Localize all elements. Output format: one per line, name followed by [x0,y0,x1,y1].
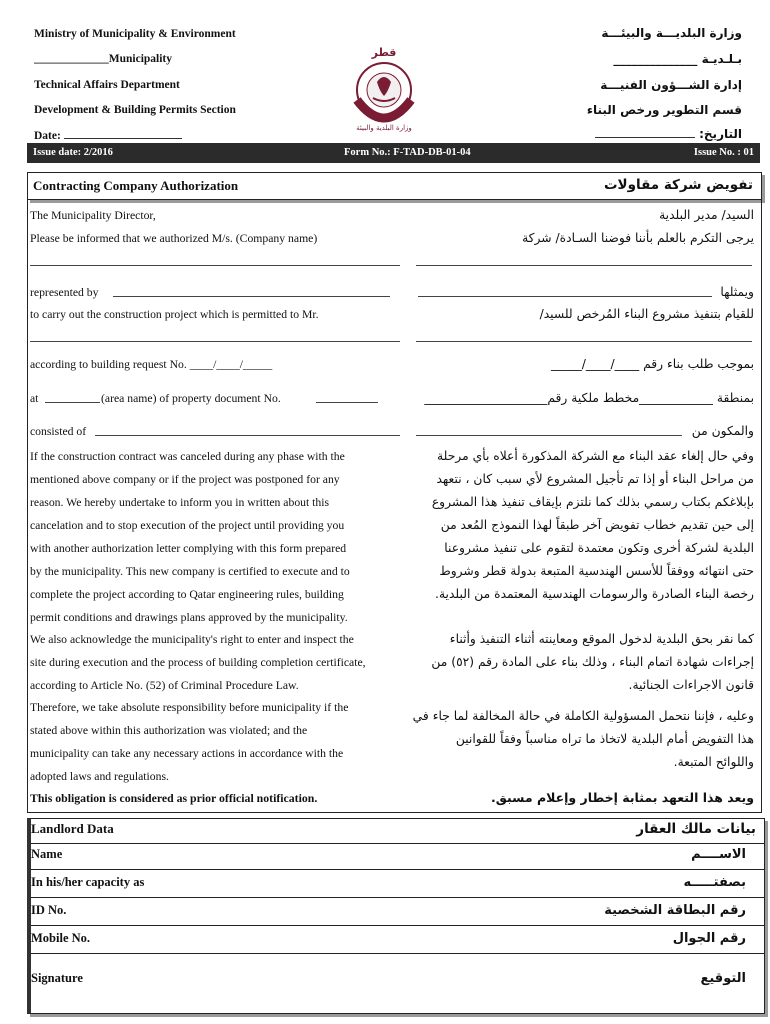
landlord-name-label-en: Name [31,847,63,861]
landlord-mobile-label-en: Mobile No. [31,931,91,945]
paragraph-1-en [30,445,402,629]
building-request-field-en[interactable]: ____/____/_____ [189,358,273,371]
form-number: Form No.: F-TAD-DB-01-04 [344,147,471,158]
landlord-capacity-label-ar: بصفتـــــه [683,875,746,890]
landlord-capacity-label-en: In his/her capacity as [31,875,145,889]
para2-ar-line: قانون الاجراءات الجنائية. [628,678,754,692]
body-ar-column [409,204,754,250]
represented-field-en[interactable] [113,296,390,297]
paragraph-3-en [30,696,402,788]
para1-line: with another authorization letter complying with this form prepared [30,542,347,555]
addressee-ar: السيد/ مدير البلدية [659,208,754,222]
company-line-en: Please be informed that we authorized M/s. (Company name) [30,232,318,245]
form-title-en: Contracting Company Authorization [33,178,239,193]
area-line-ar: بمنطقة ____________مخطط ملكية رقم____________________ [424,391,754,405]
section-ar: قسم التطوير ورخص البناء [586,103,742,117]
date-label-en: Date: [34,130,61,142]
date-row-en [34,127,182,142]
landlord-title-en: Landlord Data [31,821,114,836]
carry-out-line-en: to carry out the construction project which is permitted to Mr. [30,308,319,321]
paragraph-3-ar [406,705,754,774]
para1-line: cancelation and to stop execution of the project until providing you [30,519,345,532]
municipality-en: _____________Municipality [34,53,173,65]
landlord-signature-label-en: Signature [31,971,83,985]
ministry-emblem-icon [349,38,419,138]
represented-label-ar: ويمثلها [720,285,754,299]
para2-line: We also acknowledge the municipality's right to enter and inspect the [30,633,354,646]
para1-line: If the construction contract was canceled during any phase with the [30,450,345,463]
building-request-ar: بموجب طلب بناء رقم ____/____/_____ [550,357,754,371]
paragraph-2-ar [406,628,754,697]
landlord-signature-label-ar: التوقيع [700,971,746,986]
landlord-mobile-label-ar: رقم الجوال [672,931,746,946]
para3-line: stated above within this authorization was violated; and the [30,724,308,737]
consisted-label-ar: والمكون من [691,424,754,438]
para3-ar-line: هذا التفويض أمام البلدية لاتخاذ ما تراه مناسباً وفقاً للقوانين [455,732,754,746]
landlord-data-box [27,818,765,1014]
para1-line: reason. We hereby undertake to inform you in written about this [30,496,330,509]
company-line-ar: يرجى التكرم بالعلم بأننا فوضنا السـادة/ شركة [522,231,754,245]
paragraph-1-ar [406,445,754,606]
para1-ar-line: بإبلاغكم بكتاب رسمي بذلك كما نلتزم بإيقاف تنفيذ هذا المشروع [431,495,754,509]
consisted-label-en: consisted of [30,425,87,438]
owner-name-field-en[interactable] [30,341,400,342]
property-label-en: (area name) of property document No. [101,392,281,405]
para3-line: municipality can take any necessary actions in accordance with the [30,747,344,760]
department-en: Technical Affairs Department [34,79,180,91]
para3-line: adopted laws and regulations. [30,770,169,783]
section-en: Development & Building Permits Section [34,104,236,116]
landlord-id-label-ar: رقم البطاقة الشخصية [604,903,746,918]
para1-ar-line: البلدية لشركة أخرى وتكون معتمدة لتقوم على تنفيذ مشروعنا [444,541,754,555]
emblem-text: وزارة البلدية والبيئة [356,124,412,132]
ministry-ar: وزارة البلديـــة والبيئـــة [601,26,742,40]
para1-ar-line: رخصة البناء الصادرة والرسومات الهندسية المعتمدة من البلدية. [435,587,754,601]
landlord-id-label-en: ID No. [31,903,67,917]
para1-ar-line: إلى حين تقديم خطاب تفويض آخر طبقاً لهذا النموذج المُعد من [440,518,754,532]
body-en-column [30,204,402,250]
form-title-ar: تفويض شركة مقاولات [603,177,753,193]
para1-ar-line: حتى انتهائه ووفقاً للأسس الهندسية المتبعة بدولة قطر وشروط [439,564,754,578]
para2-line: according to Article No. (52) of Criminal Procedure Law. [30,679,299,692]
date-field-en[interactable] [64,127,182,139]
consisted-field-en[interactable] [95,435,400,436]
para3-line: Therefore, we take absolute responsibility before municipality if the [30,701,349,714]
landlord-id-field[interactable] [31,925,764,926]
landlord-title-ar: بيانات مالك العقار [636,821,756,837]
owner-name-field-ar[interactable] [416,341,752,342]
issue-bar [27,143,760,163]
date-field-ar[interactable] [595,126,695,138]
area-field-en[interactable] [45,402,100,403]
municipality-ar: بـلـديـة ______________ [613,52,742,66]
para2-ar-line: إجراءات شهادة اتمام البناء ، وذلك بناء على المادة رقم (٥٢) من [431,655,754,669]
property-field-en[interactable] [316,402,378,403]
para3-ar-line: واللوائح المتبعة. [673,755,754,769]
building-request-en [30,353,272,376]
issue-number: Issue No. : 01 [693,147,754,158]
final-statement-ar: ويعد هذا التعهد بمثابة إخطار وإعلام مسبق. [491,790,754,805]
para2-line: site during execution and the process of building completion certificate, [30,656,366,669]
landlord-divider [31,843,764,844]
department-ar: إدارة الشـــؤون الفنيـــة [600,78,742,92]
form-title-box [27,172,762,200]
represented-label-en: represented by [30,286,99,299]
landlord-name-field[interactable] [31,869,764,870]
ministry-en: Ministry of Municipality & Environment [34,28,236,40]
date-row-ar [595,126,742,141]
para1-line: complete the project according to Qatar engineering rules, building [30,588,344,601]
company-name-field-ar[interactable] [416,265,752,266]
area-label-en: at [30,392,39,405]
paragraph-2-en [30,628,402,697]
para1-line: mentioned above company or if the project was postponed for any [30,473,340,486]
building-request-label-en: according to building request No. [30,358,187,371]
final-statement-en: This obligation is considered as prior official notification. [30,791,318,805]
carry-out-line-ar: للقيام بتنفيذ مشروع البناء المُرخص للسيد/ [539,307,754,321]
landlord-name-label-ar: الاســــم [691,847,746,862]
landlord-capacity-field[interactable] [31,897,764,898]
para1-line: permit conditions and drawings plans approved by the municipality. [30,611,348,624]
para2-ar-line: كما نقر بحق البلدية لدخول الموقع ومعاينته أثناء التنفيذ وأثناء [449,632,754,646]
landlord-mobile-field[interactable] [31,953,764,954]
svg-text:قطر: قطر [371,46,397,59]
landlord-signature-field[interactable] [141,959,661,1007]
represented-field-ar[interactable] [418,296,712,297]
para1-line: by the municipality. This new company is certified to execute and to [30,565,350,578]
date-label-ar: التاريخ: [699,127,742,141]
para3-ar-line: وعليه ، فإننا نتحمل المسؤولية الكاملة في حالة المخالفة لما جاء في [412,709,754,723]
para1-ar-line: وفي حال إلغاء عقد البناء مع الشركة المذكورة أعلاه بأي مرحلة [437,449,754,463]
para1-ar-line: من مراحل البناء أو إذا تم تأجيل المشروع لأي سبب كان ، نتعهد [436,472,754,486]
issue-date: Issue date: 2/2016 [33,147,113,158]
company-name-field-en[interactable] [30,265,400,266]
consisted-field-ar[interactable] [416,435,682,436]
addressee-en: The Municipality Director, [30,209,156,222]
